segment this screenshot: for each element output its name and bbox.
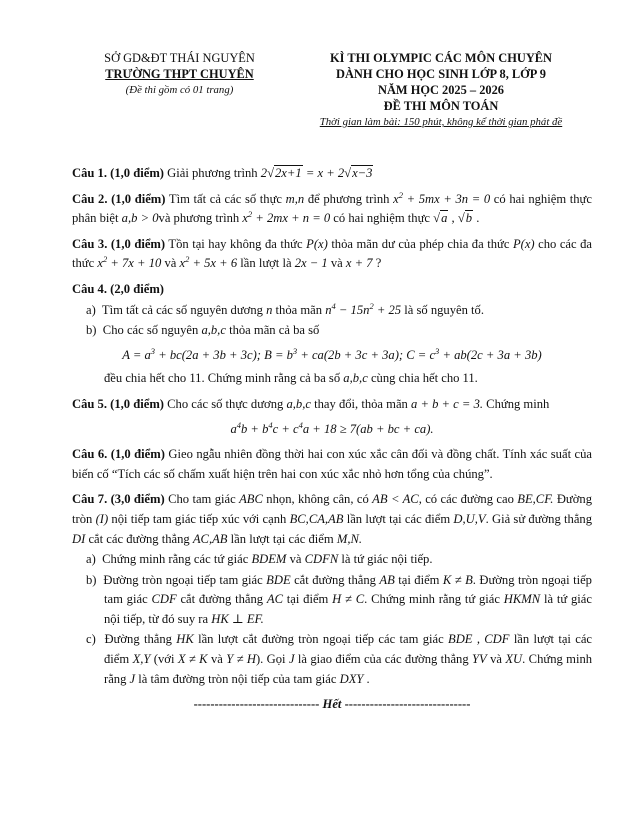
department-name: SỞ GD&ĐT THÁI NGUYÊN bbox=[104, 51, 255, 65]
question-5-inequality: $a^4b + b^4c + c^4a + 18 \ge 7(ab$ + bc + ca). bbox=[230, 419, 434, 436]
question-7c: c) Đường thẳng HK lần lượt cắt đường tròn ngoại tiếp các tam giác BDE , CDF lần lượt tại các điểm X,Y (với X ≠ K và Y ≠ H). Gọi J là giao điểm của các đường thẳng YV và XU. Chứng minh rằng J là tâm đường tròn nội tiếp của tam giác DXY . bbox=[86, 632, 593, 686]
question-1: Câu 1. (1,0 điểm) Giải phương trình 2√2x+1 = x + 2√x−3 bbox=[72, 166, 373, 180]
question-7: Câu 7. (3,0 điểm) Cho tam giác ABC nhọn, không cân, có AB < AC, có các đường cao BE,CF. Đường tròn (I) nội tiếp tam giác tiếp xúc với cạnh BC,CA,AB lần lượt tại các điểm D,U,V. Giả sử đường thẳng DI cắt các đường thẳng AC,AB lần lượt tại các điểm M,N. bbox=[72, 492, 593, 546]
question-4-label: Câu 4. (2,0 điểm) bbox=[72, 281, 164, 296]
end-marker: ------------------------------ Hết ------------------------------ bbox=[193, 697, 471, 712]
question-4a: a) Tìm tất cả các số nguyên dương n thỏa mãn $n^4 - 15n^2 + 25$ là số nguyên tố. bbox=[86, 300, 485, 317]
question-3: Câu 3. (1,0 điểm) Tồn tại hay không đa thức P(x) thỏa mãn dư của phép chia đa thức P(x) cho các đa thức $x^2 + 7x + 10$ và $x^2 + 5x + 6$ lần lượt là 2x − 1 và x + 7 ? bbox=[72, 236, 592, 271]
question-4b-conclusion: đều chia hết cho 11. Chứng minh rằng cả ba số a,b,c cùng chia hết cho 11. bbox=[104, 371, 478, 386]
question-2-label: Câu 2. (1,0 điểm) bbox=[72, 191, 166, 206]
exam-header bbox=[296, 50, 586, 130]
page-count-note: (Đề thi gồm có 01 trang) bbox=[125, 84, 234, 96]
question-5-label: Câu 5. (1,0 điểm) bbox=[72, 396, 164, 411]
exam-body bbox=[72, 164, 592, 715]
question-7b: b) Đường tròn ngoại tiếp tam giác BDE cắt đường thẳng AB tại điểm K ≠ B. Đường tròn ngoại tiếp tam giác CDF cắt đường thẳng AC tại điểm H ≠ C. Chứng minh rằng tứ giác HKMN là tứ giác nội tiếp, từ đó suy ra HK ⊥ EF. bbox=[86, 572, 592, 626]
end-word: Hết bbox=[322, 697, 342, 712]
question-7a: a) Chứng minh rằng các tứ giác BDEM và CDFN là tứ giác nội tiếp. bbox=[86, 552, 433, 567]
question-5: Câu 5. (1,0 điểm) Cho các số thực dương a,b,c thay đổi, thỏa mãn a + b + c = 3. Chứng minh bbox=[72, 396, 550, 411]
question-4b-formulas: $A = a^3 + bc(2a + 3b + 3c)$; $B = b^3 + ca(2b + 3c + 3a)$; $C = c^3 + ab(2c + 3a + 3b)$ bbox=[122, 345, 542, 362]
exam-audience: DÀNH CHO HỌC SINH LỚP 8, LỚP 9 bbox=[336, 67, 546, 81]
exam-title: KÌ THI OLYMPIC CÁC MÔN CHUYÊN bbox=[329, 51, 552, 65]
question-6-label: Câu 6. (1,0 điểm) bbox=[72, 447, 165, 462]
subject-title: ĐỀ THI MÔN TOÁN bbox=[383, 99, 499, 113]
question-1-label: Câu 1. (1,0 điểm) bbox=[72, 166, 164, 180]
question-2: Câu 2. (1,0 điểm) Tìm tất cả các số thực m,n để phương trình $x^2 + 5mx + 3n = 0$ có hai nghiệm thực phân biệt a,b > 0và phương trình $x^2 + 2mx + n = 0$ có hai nghiệm thực √a , √b . bbox=[72, 189, 592, 226]
school-header bbox=[72, 50, 287, 98]
question-6: Câu 6. (1,0 điểm) Gieo ngẫu nhiên đồng thời hai con xúc xắc cân đối và đồng chất. Tính xác suất của biến cố “Tích các số chấm xuất hiện trên hai con xúc xắc nhỏ hơn tổng của chúng”. bbox=[72, 447, 592, 481]
question-4 bbox=[72, 280, 592, 300]
school-year: NĂM HỌC 2025 – 2026 bbox=[378, 83, 504, 97]
equation-1: 2√2x+1 = x + 2√x−3 bbox=[260, 166, 373, 180]
question-7-label: Câu 7. (3,0 điểm) bbox=[72, 492, 165, 507]
question-3-label: Câu 3. (1,0 điểm) bbox=[72, 236, 166, 251]
school-name: TRƯỜNG THPT CHUYÊN bbox=[105, 67, 254, 81]
time-note: Thời gian làm bài: 150 phút, không kể thời gian phát đề bbox=[319, 116, 563, 128]
question-4b: b) Cho các số nguyên a,b,c thỏa mãn cả ba số bbox=[86, 323, 320, 338]
